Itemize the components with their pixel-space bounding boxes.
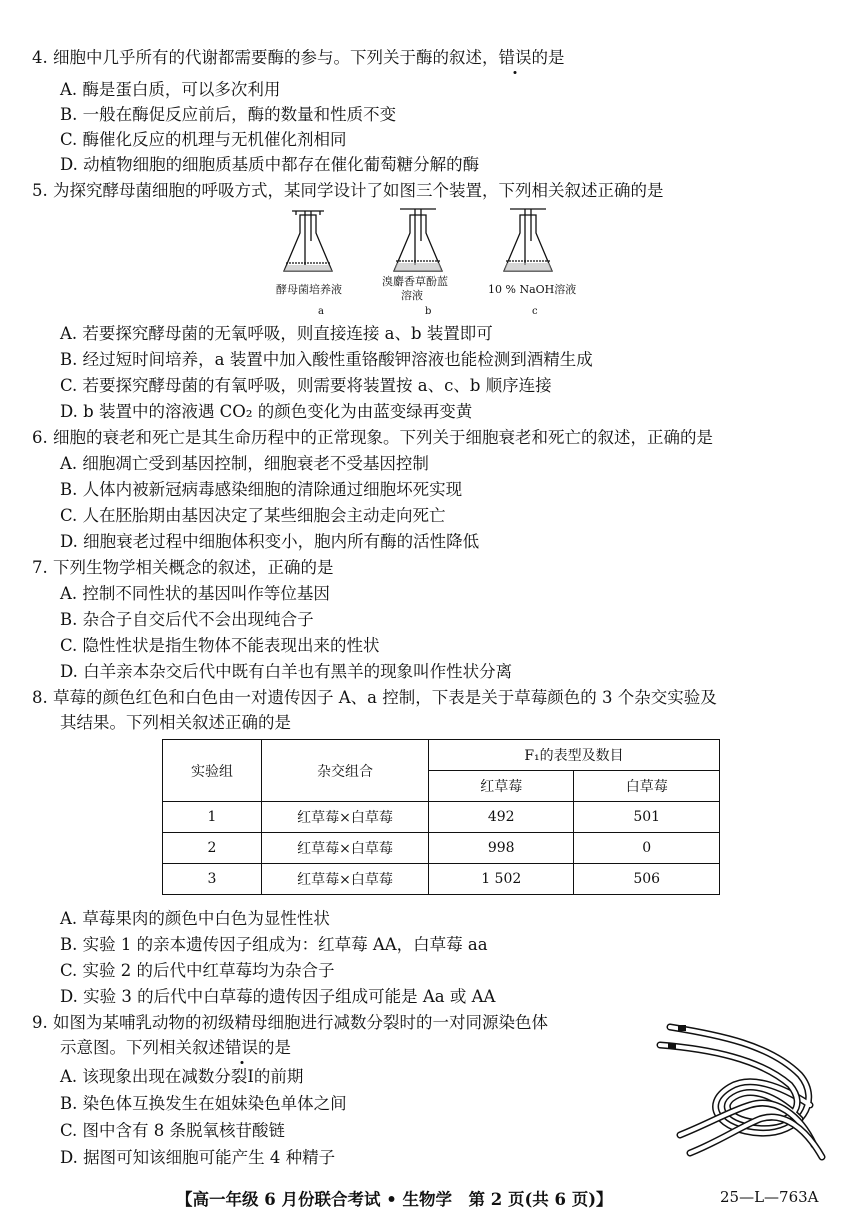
q9-stem-line1: 9. 如图为某哺乳动物的初级精母细胞进行减数分裂时的一对同源染色体 — [32, 1013, 548, 1032]
q8-stem-line1: 8. 草莓的颜色红色和白色由一对遗传因子 A、a 控制，下表是关于草莓颜色的 3 个杂交实验及 — [32, 688, 717, 707]
q5-option-d: D. b 装置中的溶液遇 CO₂ 的颜色变化为由蓝变绿再变黄 — [60, 402, 473, 421]
cell-red: 1 502 — [429, 864, 574, 895]
q5-stem: 5. 为探究酵母菌细胞的呼吸方式，某同学设计了如图三个装置，下列相关叙述正确的是 — [32, 181, 664, 200]
cell-group: 3 — [163, 864, 262, 895]
cell-red: 998 — [429, 833, 574, 864]
q9-option-b: B. 染色体互换发生在姐妹染色单体之间 — [60, 1094, 347, 1113]
header-f1: F₁的表型及数目 — [429, 740, 720, 771]
q6-option-a: A. 细胞凋亡受到基因控制，细胞衰老不受基因控制 — [60, 454, 429, 473]
header-cross: 杂交组合 — [262, 740, 429, 802]
q5-option-b: B. 经过短时间培养，a 装置中加入酸性重铬酸钾溶液也能检测到酒精生成 — [60, 350, 593, 369]
header-white: 白草莓 — [574, 771, 720, 802]
table-row — [163, 833, 720, 864]
cell-cross: 红草莓×白草莓 — [262, 833, 429, 864]
q4-option-d: D. 动植物细胞的细胞质基质中都存在催化葡萄糖分解的酶 — [60, 155, 480, 174]
flask-b-label-2: 溶液 — [401, 289, 423, 302]
flask-a-letter: a — [318, 306, 324, 317]
header-group: 实验组 — [163, 740, 262, 802]
q9-stem-tail: 的是 — [258, 1038, 291, 1057]
cell-white: 0 — [574, 833, 720, 864]
flask-b-letter: b — [425, 306, 432, 317]
q5-option-c: C. 若要探究酵母菌的有氧呼吸，则需要将装置按 a、c、b 顺序连接 — [60, 376, 552, 395]
homologous-chromosome-figure — [650, 1015, 830, 1165]
q4-emph — [499, 48, 532, 67]
q6-option-d: D. 细胞衰老过程中细胞体积变小，胞内所有酶的活性降低 — [60, 532, 480, 551]
table-row — [163, 802, 720, 833]
q4-option-a: A. 酶是蛋白质，可以多次利用 — [60, 80, 281, 99]
cross-results-table — [162, 739, 720, 895]
q9-option-a: A. 该现象出现在减数分裂Ⅰ的前期 — [60, 1067, 304, 1086]
q4-option-c: C. 酶催化反应的机理与无机催化剂相同 — [60, 130, 347, 149]
cell-red: 492 — [429, 802, 574, 833]
table-header-row — [163, 740, 720, 771]
exam-code: 25—L—763A — [720, 1188, 819, 1206]
cell-white: 506 — [574, 864, 720, 895]
q8-option-d: D. 实验 3 的后代中白草莓的遗传因子组成可能是 Aa 或 AA — [60, 987, 496, 1006]
q8-option-a: A. 草莓果肉的颜色中白色为显性性状 — [60, 909, 330, 928]
q8-stem-line2: 其结果。下列相关叙述正确的是 — [60, 713, 291, 732]
q9-option-c: C. 图中含有 8 条脱氧核苷酸链 — [60, 1121, 286, 1140]
q4-stem — [32, 48, 565, 68]
flask-c-letter: c — [532, 306, 538, 317]
q8-option-c: C. 实验 2 的后代中红草莓均为杂合子 — [60, 961, 335, 980]
q6-option-c: C. 人在胚胎期由基因决定了某些细胞会主动走向死亡 — [60, 506, 446, 525]
cell-cross: 红草莓×白草莓 — [262, 802, 429, 833]
q9-option-d: D. 据图可知该细胞可能产生 4 种精子 — [60, 1148, 336, 1167]
q7-option-b: B. 杂合子自交后代不会出现纯合子 — [60, 610, 314, 629]
q6-stem: 6. 细胞的衰老和死亡是其生命历程中的正常现象。下列关于细胞衰老和死亡的叙述，正确的是 — [32, 428, 713, 447]
q4-option-b: B. 一般在酶促反应前后，酶的数量和性质不变 — [60, 105, 397, 124]
q4-stem-text: 4. 细胞中几乎所有的代谢都需要酶的参与。下列关于酶的叙述， — [32, 48, 499, 67]
q7-option-c: C. 隐性性状是指生物体不能表现出来的性状 — [60, 636, 380, 655]
q6-option-b: B. 人体内被新冠病毒感染细胞的清除通过细胞坏死实现 — [60, 480, 463, 499]
q4-stem-tail: 的是 — [531, 48, 565, 67]
q7-stem: 7. 下列生物学相关概念的叙述，正确的是 — [32, 558, 334, 577]
q7-option-a: A. 控制不同性状的基因叫作等位基因 — [60, 584, 330, 603]
q9-stem-line2 — [60, 1038, 291, 1058]
q9-stem-text: 示意图。下列相关叙述 — [60, 1038, 225, 1057]
flask-apparatus-figure — [270, 205, 600, 325]
flask-a-label: 酵母菌培养液 — [276, 283, 342, 296]
flask-c-label: 10 % NaOH溶液 — [488, 283, 577, 296]
q5-option-a: A. 若要探究酵母菌的无氧呼吸，则直接连接 a、b 装置即可 — [60, 324, 493, 343]
flask-b-label-1: 溴麝香草酚蓝 — [382, 275, 448, 288]
page-footer: 【高一年级 6 月份联合考试 • 生物学 第 2 页(共 6 页)】 — [176, 1190, 613, 1209]
cell-group: 2 — [163, 833, 262, 864]
flask-drawing — [270, 205, 600, 285]
cell-cross: 红草莓×白草莓 — [262, 864, 429, 895]
q8-option-b: B. 实验 1 的亲本遗传因子组成为：红草莓 AA，白草莓 aa — [60, 935, 488, 954]
q4-emph-text: 错误 — [498, 48, 532, 67]
q9-emph: 错误 — [225, 1038, 258, 1057]
q7-option-d: D. 白羊亲本杂交后代中既有白羊也有黑羊的现象叫作性状分离 — [60, 662, 513, 681]
cell-group: 1 — [163, 802, 262, 833]
header-red: 红草莓 — [429, 771, 574, 802]
table-row — [163, 864, 720, 895]
cell-white: 501 — [574, 802, 720, 833]
